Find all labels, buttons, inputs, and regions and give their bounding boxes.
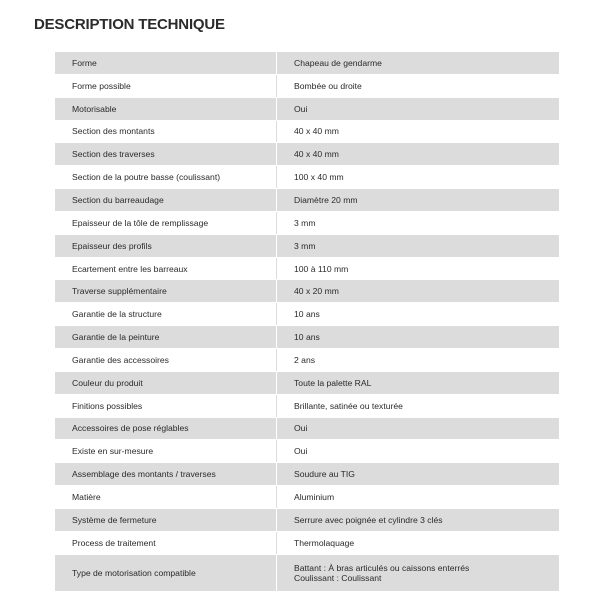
row-label: Process de traitement xyxy=(55,532,277,554)
spec-table xyxy=(55,52,559,592)
table-row xyxy=(55,212,559,235)
row-value: Chapeau de gendarme xyxy=(294,57,382,68)
table-row xyxy=(55,258,559,281)
table-row xyxy=(55,143,559,166)
row-label: Couleur du produit xyxy=(55,372,277,394)
table-row xyxy=(55,440,559,463)
row-label: Epaisseur des profils xyxy=(55,235,277,257)
row-label: Garantie de la structure xyxy=(55,303,277,325)
row-value-line: Battant : À bras articulés ou caissons enterrés xyxy=(294,562,470,573)
row-value: 40 x 20 mm xyxy=(294,286,339,297)
table-row xyxy=(55,418,559,441)
table-row xyxy=(55,189,559,212)
row-label: Section de la poutre basse (coulissant) xyxy=(55,166,277,188)
row-value: Brillante, satinée ou texturée xyxy=(294,400,403,411)
table-row xyxy=(55,52,559,75)
row-value: 40 x 40 mm xyxy=(294,149,339,160)
row-value: 100 à 110 mm xyxy=(294,263,349,274)
row-value-line: Coulissant : Coulissant xyxy=(294,572,382,583)
row-label: Finitions possibles xyxy=(55,395,277,417)
row-label: Section des traverses xyxy=(55,143,277,165)
table-row xyxy=(55,280,559,303)
row-label: Type de motorisation compatible xyxy=(55,555,277,591)
row-label: Section des montants xyxy=(55,121,277,143)
row-label: Assemblage des montants / traverses xyxy=(55,463,277,485)
row-value: Toute la palette RAL xyxy=(294,377,372,388)
table-row xyxy=(55,121,559,144)
row-label: Accessoires de pose réglables xyxy=(55,418,277,440)
table-row xyxy=(55,166,559,189)
table-row xyxy=(55,486,559,509)
row-label: Existe en sur-mesure xyxy=(55,440,277,462)
row-value: Oui xyxy=(294,103,308,114)
row-value: 40 x 40 mm xyxy=(294,126,339,137)
row-value: 100 x 40 mm xyxy=(294,172,344,183)
table-row xyxy=(55,509,559,532)
row-value: Oui xyxy=(294,446,308,457)
table-row xyxy=(55,75,559,98)
table-row xyxy=(55,532,559,555)
row-value: Bombée ou droite xyxy=(294,80,362,91)
row-label: Système de fermeture xyxy=(55,509,277,531)
table-row xyxy=(55,555,559,592)
table-row xyxy=(55,303,559,326)
row-label: Forme possible xyxy=(55,75,277,97)
row-value: 2 ans xyxy=(294,354,316,365)
row-value: Diamètre 20 mm xyxy=(294,194,358,205)
row-label: Matière xyxy=(55,486,277,508)
table-row xyxy=(55,395,559,418)
row-label: Traverse supplémentaire xyxy=(55,280,277,302)
row-value xyxy=(277,555,559,591)
row-label: Ecartement entre les barreaux xyxy=(55,258,277,280)
table-row xyxy=(55,372,559,395)
row-label: Section du barreaudage xyxy=(55,189,277,211)
row-label: Forme xyxy=(55,52,277,74)
table-row xyxy=(55,349,559,372)
table-row xyxy=(55,98,559,121)
row-value: 3 mm xyxy=(294,240,316,251)
row-value: Oui xyxy=(294,423,308,434)
row-value: Soudure au TIG xyxy=(294,469,355,480)
row-value: Aluminium xyxy=(294,491,335,502)
row-value: 3 mm xyxy=(294,217,316,228)
row-value: Serrure avec poignée et cylindre 3 clés xyxy=(294,514,443,525)
row-label: Epaisseur de la tôle de remplissage xyxy=(55,212,277,234)
page-title: DESCRIPTION TECHNIQUE xyxy=(34,16,225,33)
row-value: 10 ans xyxy=(294,309,320,320)
table-row xyxy=(55,326,559,349)
row-value: 10 ans xyxy=(294,332,320,343)
row-label: Motorisable xyxy=(55,98,277,120)
row-label: Garantie de la peinture xyxy=(55,326,277,348)
table-row xyxy=(55,235,559,258)
row-value: Thermolaquage xyxy=(294,537,355,548)
table-row xyxy=(55,463,559,486)
row-label: Garantie des accessoires xyxy=(55,349,277,371)
